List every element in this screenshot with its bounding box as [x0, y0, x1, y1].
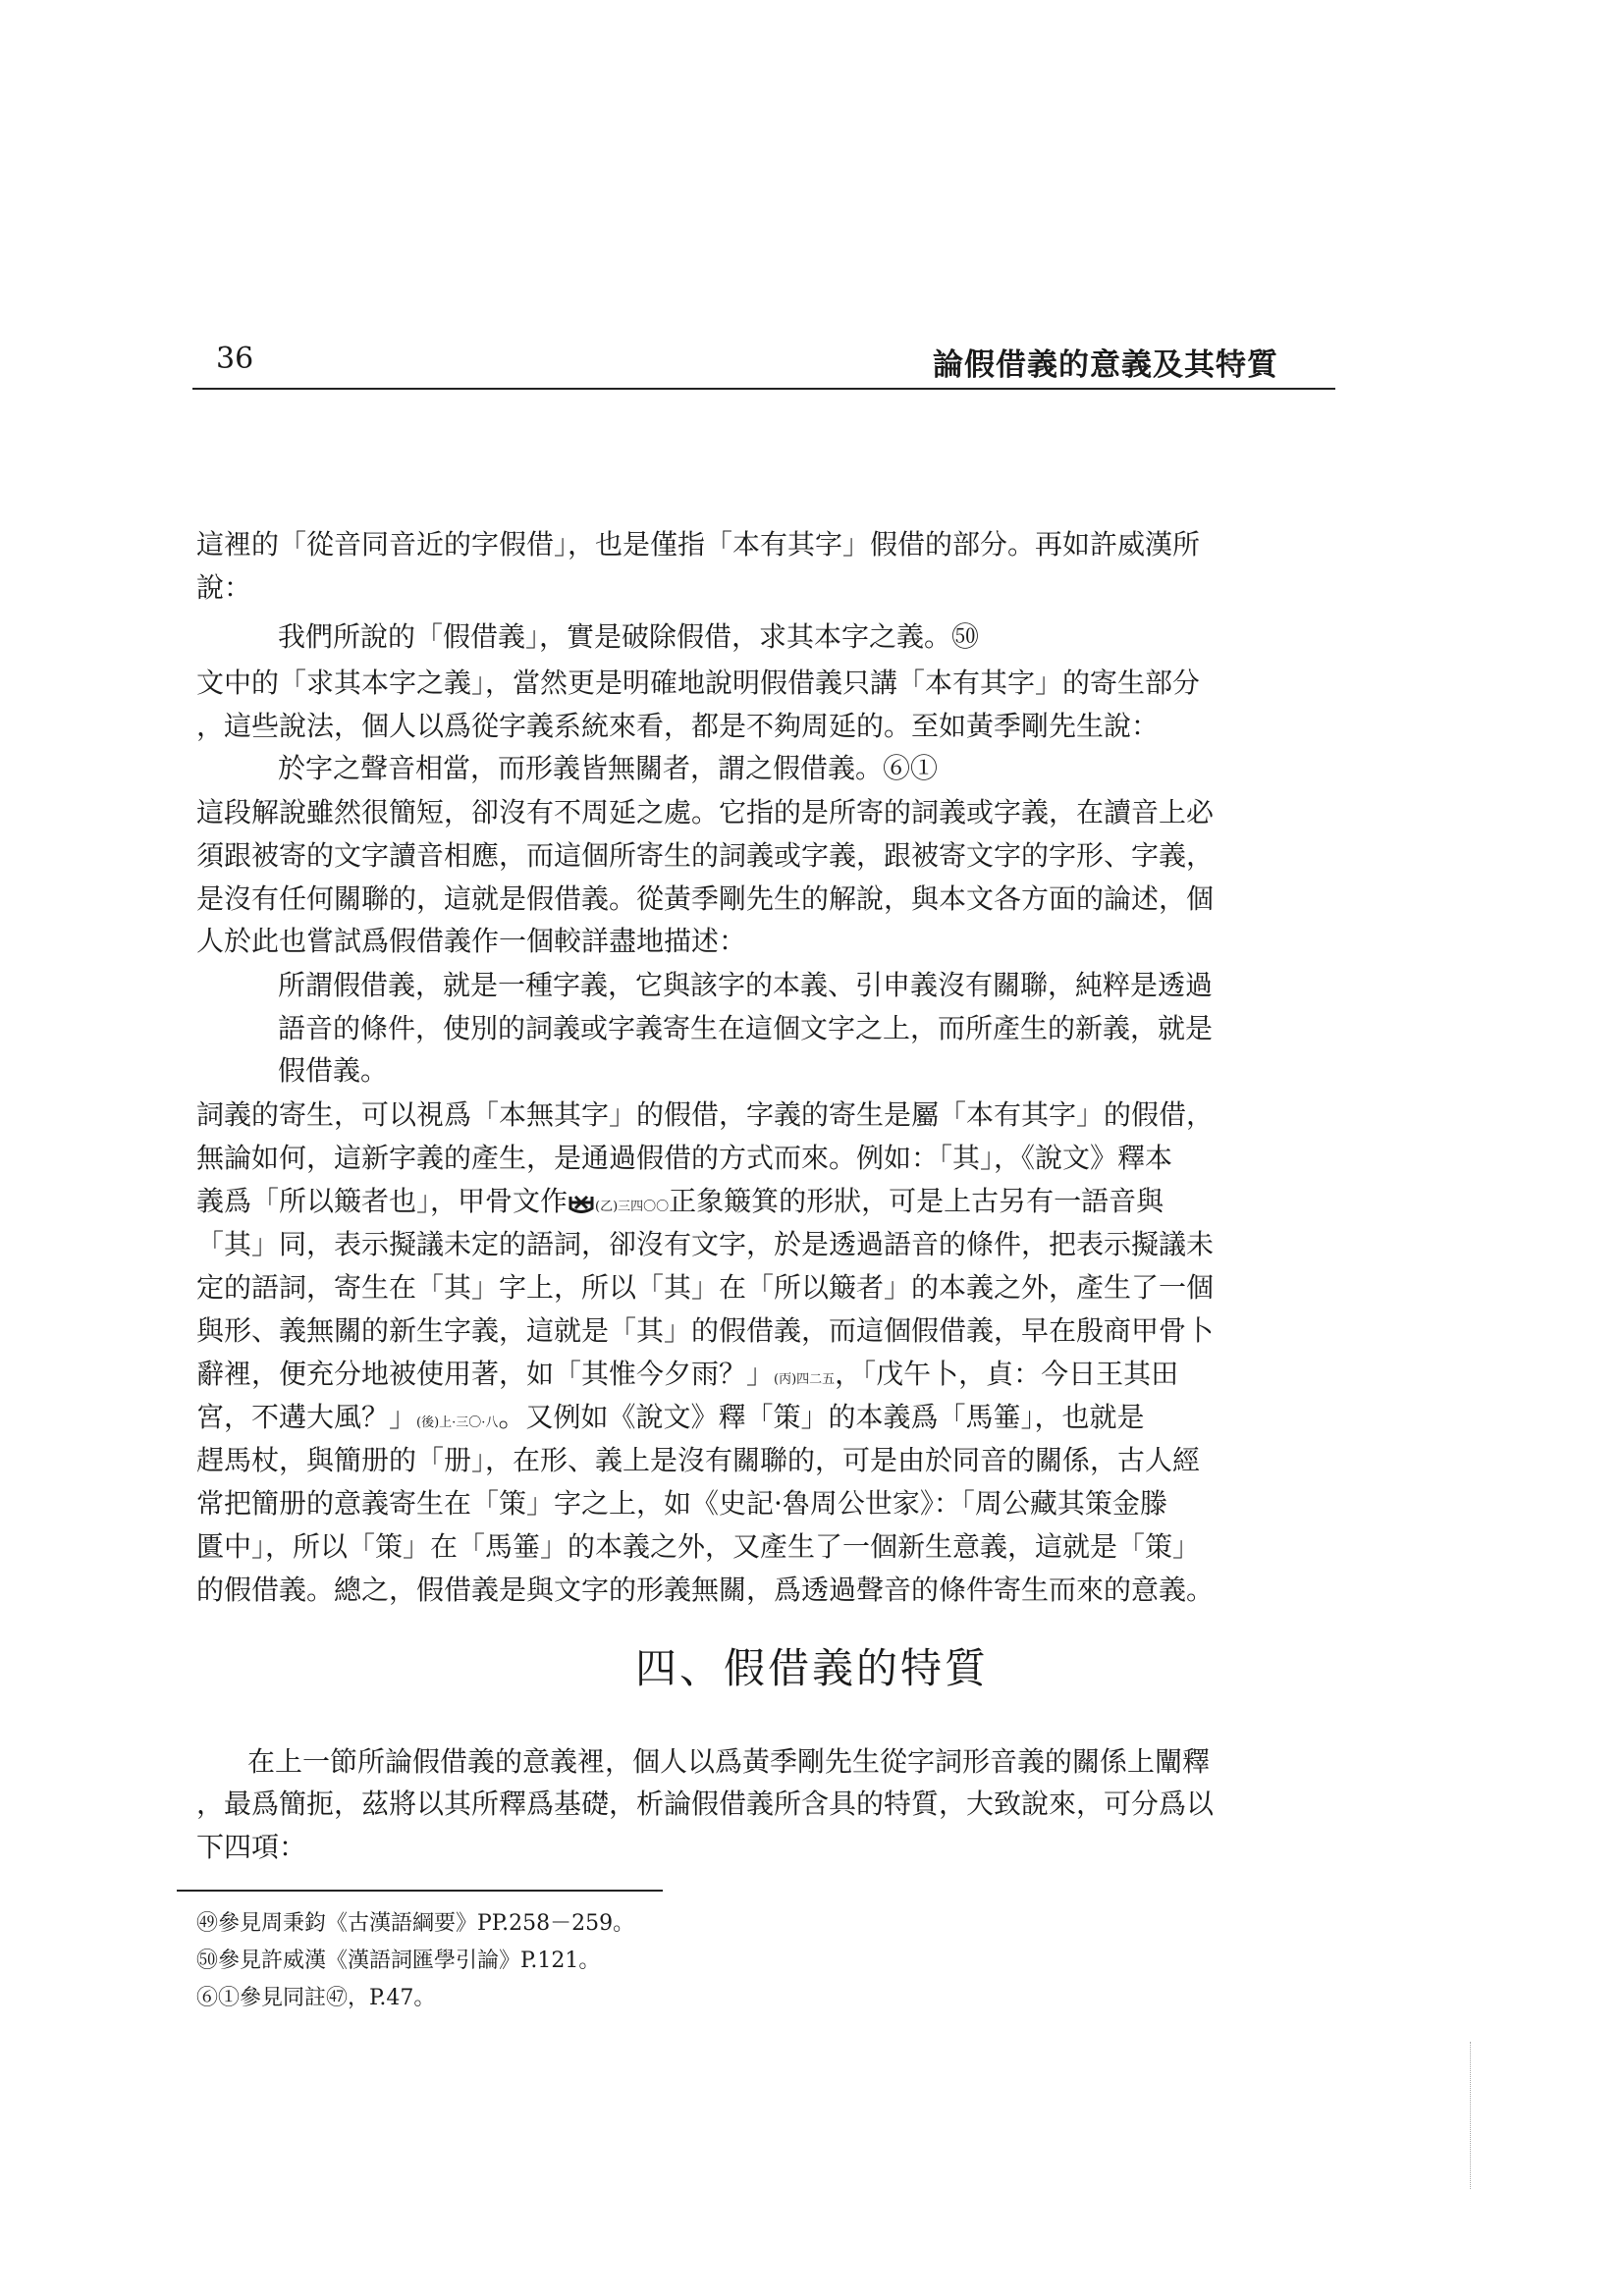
footnote: ⑥①參見同註㊼，P.47。	[196, 1986, 436, 2010]
footnote: ㊾參見周秉鈞《古漢語綱要》PP.258－259。	[196, 1911, 635, 1936]
text-line: 說：	[196, 571, 252, 604]
text-line: 下四項：	[196, 1831, 307, 1863]
text-line	[196, 1183, 1280, 1226]
footnote: ㊿參見許威漢《漢語詞匯學引論》P.121。	[196, 1949, 601, 1973]
text-line: 常把簡册的意義寄生在「策」字之上，如《史記·魯周公世家》：「周公藏其策金滕	[196, 1487, 1167, 1520]
block-quote-line: 所謂假借義，就是一種字義，它與該字的本義、引申義沒有關聯，純粹是透過	[278, 969, 1214, 1001]
oracle-bone-glyph-icon	[568, 1194, 595, 1213]
text-line: 人於此也嘗試爲假借義作一個較詳盡地描述：	[196, 925, 747, 957]
citation-ref: (乙)三四〇〇	[595, 1200, 670, 1214]
text-line: 文中的「求其本字之義」，當然更是明確地說明假借義只講「本有其字」的寄生部分	[196, 667, 1201, 699]
text-segment: 辭裡，便充分地被使用著，如「其惟今夕雨？」	[196, 1358, 775, 1390]
block-quote-line: 於字之聲音相當，而形義皆無關者，謂之假借義。⑥①	[278, 752, 939, 784]
text-segment: 。又例如《說文》釋「策」的本義爲「馬箠」，也就是	[498, 1401, 1145, 1433]
text-segment: 義爲「所以簸者也」，甲骨文作	[196, 1185, 568, 1217]
text-line: 須跟被寄的文字讀音相應，而這個所寄生的詞義或字義，跟被寄文字的字形、字義，	[196, 839, 1215, 872]
text-line: 定的語詞，寄生在「其」字上，所以「其」在「所以簸者」的本義之外，產生了一個	[196, 1271, 1215, 1304]
text-segment: 正象簸箕的形狀，可是上古另有一語音與	[669, 1185, 1164, 1217]
text-line: 趕馬杖，與簡册的「册」，在形、義上是沒有關聯的，可是由於同音的關係，古人經	[196, 1444, 1201, 1476]
text-line	[196, 1356, 1280, 1399]
text-line: 的假借義。總之，假借義是與文字的形義無關，爲透過聲音的條件寄生而來的意義。	[196, 1574, 1215, 1606]
text-line: 無論如何，這新字義的產生，是通過假借的方式而來。例如：「其」，《說文》釋本	[196, 1142, 1173, 1174]
block-quote-line: 我們所說的「假借義」，實是破除假借，求其本字之義。㊿	[278, 620, 980, 653]
text-segment: ，「戊午卜，貞：今日王其田	[835, 1358, 1179, 1390]
scan-margin-mark	[1470, 2042, 1471, 2189]
running-title: 論假借義的意義及其特質	[933, 347, 1278, 383]
header-rule	[192, 388, 1335, 390]
text-line: 這裡的「從音同音近的字假借」，也是僅指「本有其字」假借的部分。再如許威漢所	[196, 528, 1201, 561]
text-line: 與形、義無關的新生字義，這就是「其」的假借義，而這個假借義，早在殷商甲骨卜	[196, 1314, 1215, 1347]
section-heading: 四、假借義的特質	[634, 1644, 989, 1692]
text-line: 「其」同，表示擬議未定的語詞，卻沒有文字，於是透過語音的條件，把表示擬議未	[196, 1228, 1215, 1260]
text-line: ，這些說法，個人以爲從字義系統來看，都是不夠周延的。至如黃季剛先生說：	[196, 710, 1160, 742]
page-number: 36	[216, 342, 254, 376]
text-line	[196, 1399, 1280, 1442]
block-quote-line: 假借義。	[278, 1054, 389, 1087]
text-line: 在上一節所論假借義的意義裡，個人以爲黃季剛先生從字詞形音義的關係上闡釋	[247, 1745, 1211, 1778]
citation-ref: (後)上·三〇·八	[416, 1415, 499, 1430]
footnote-rule	[177, 1890, 663, 1892]
text-line: 是沒有任何關聯的，這就是假借義。從黃季剛先生的解說，與本文各方面的論述，個	[196, 882, 1215, 915]
text-line: 匱中」，所以「策」在「馬箠」的本義之外，又產生了一個新生意義，這就是「策」	[196, 1530, 1201, 1563]
text-line: 詞義的寄生，可以視爲「本無其字」的假借，字義的寄生是屬「本有其字」的假借，	[196, 1098, 1215, 1131]
citation-ref: (丙)四二五	[774, 1372, 836, 1387]
text-segment: 宮，不遘大風？」	[196, 1401, 417, 1433]
block-quote-line: 語音的條件，使別的詞義或字義寄生在這個文字之上，而所產生的新義，就是	[278, 1012, 1214, 1044]
text-line: 這段解說雖然很簡短，卻沒有不周延之處。它指的是所寄的詞義或字義，在讀音上必	[196, 796, 1215, 828]
text-line: ，最爲簡扼，茲將以其所釋爲基礎，析論假借義所含具的特質，大致說來，可分爲以	[196, 1788, 1215, 1820]
